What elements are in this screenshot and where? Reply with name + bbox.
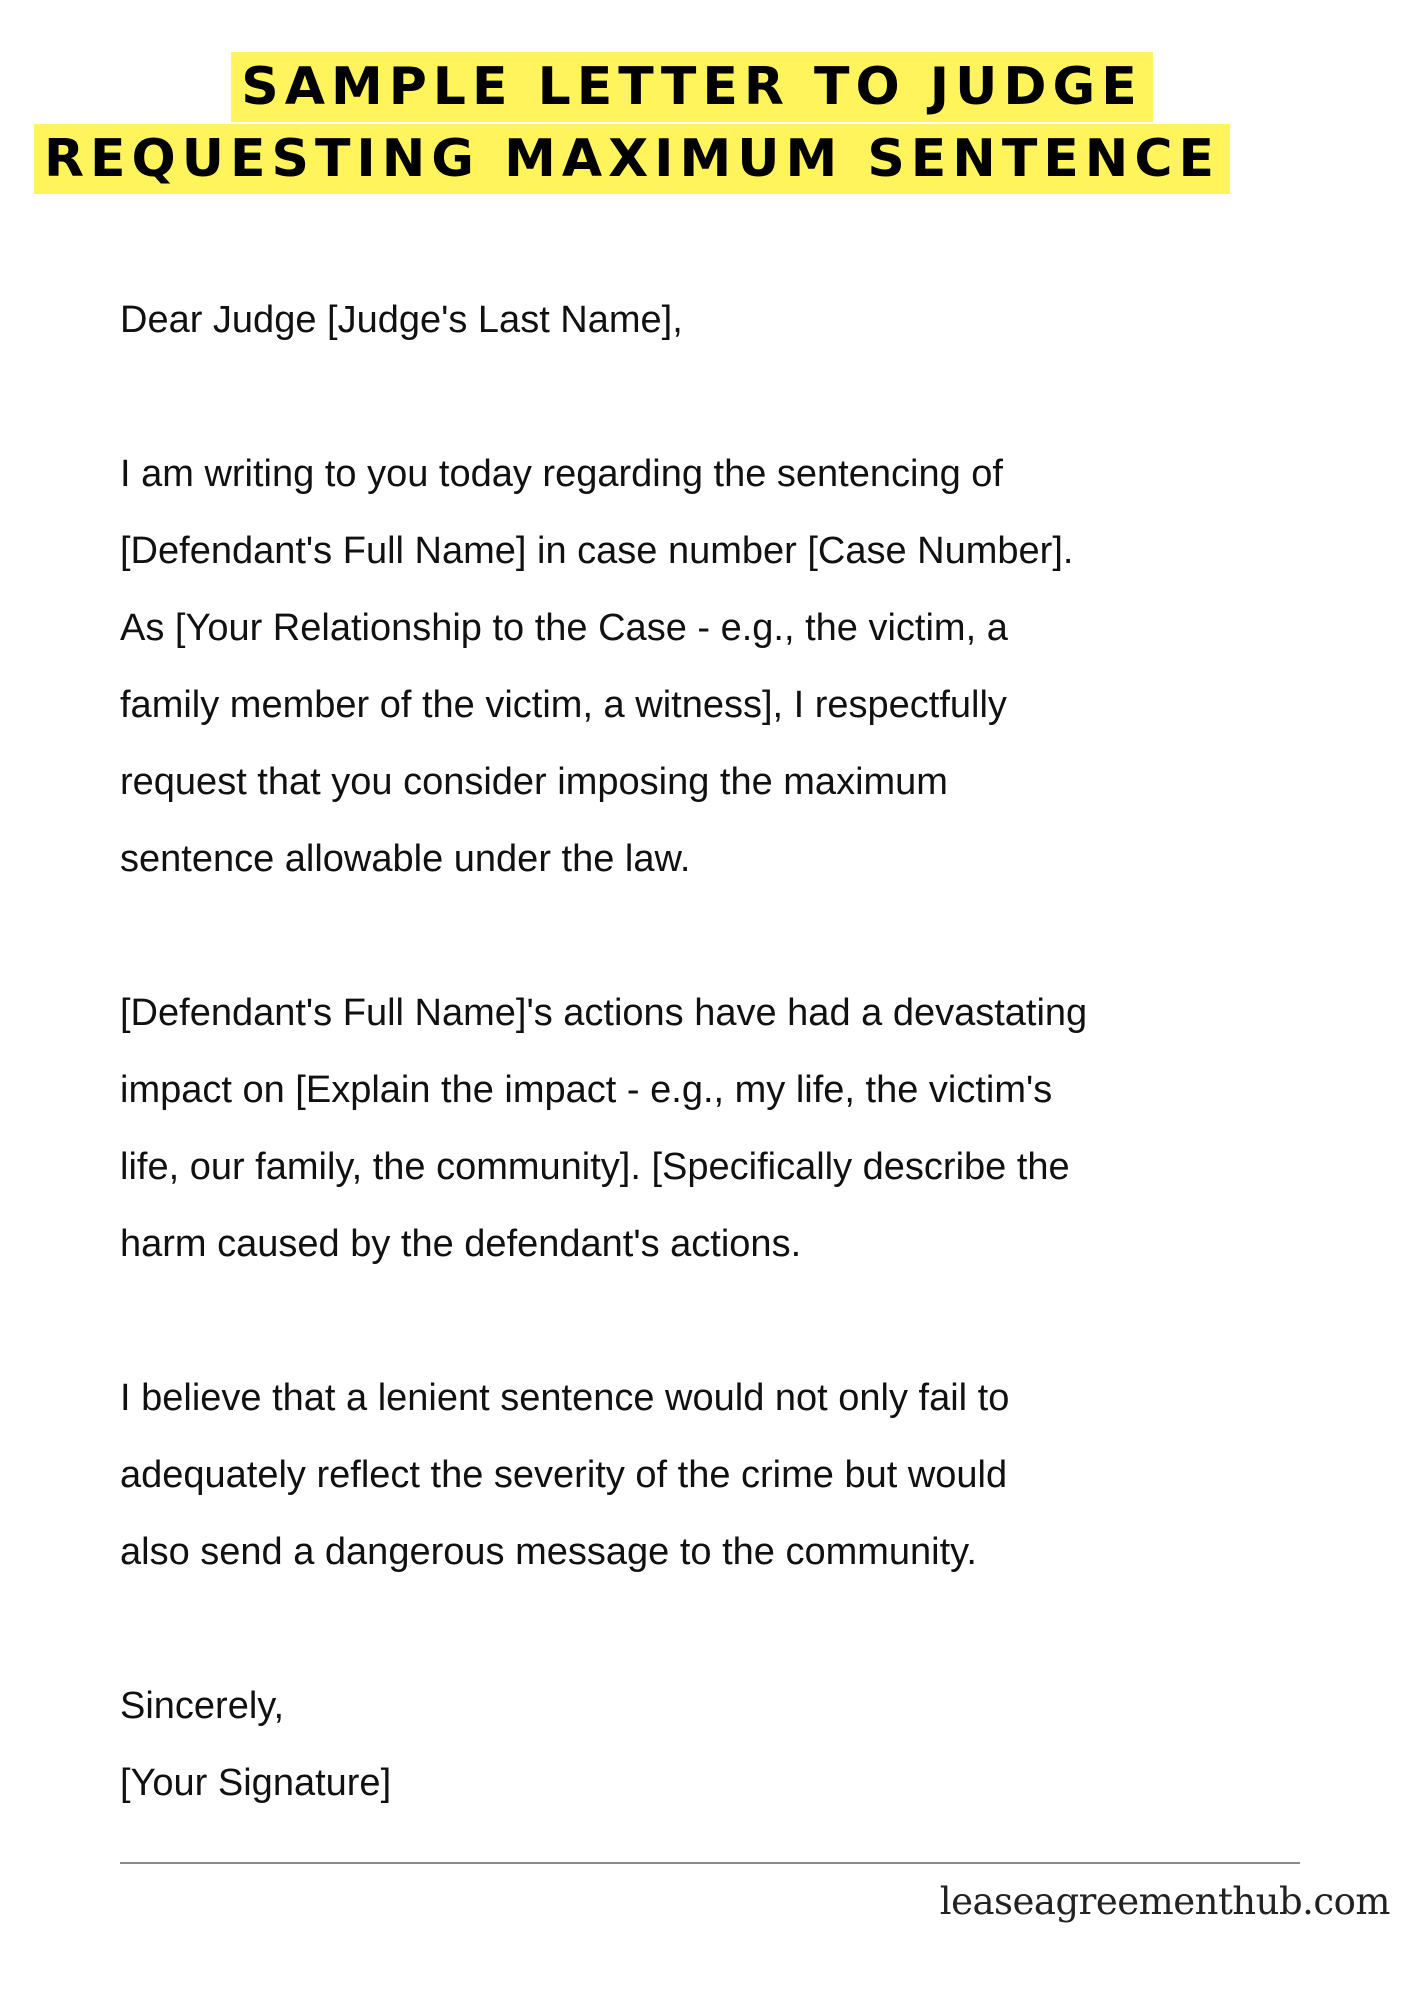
paragraph-line: adequately reflect the severity of the crime but would (120, 1454, 1008, 1496)
paragraph-line: request that you consider imposing the maximum (120, 761, 948, 803)
footer-divider (120, 1862, 1300, 1864)
title-line-2: REQUESTING MAXIMUM SENTENCE (34, 124, 1230, 194)
paragraph-line: harm caused by the defendant's actions. (120, 1223, 802, 1265)
paragraph-3 (120, 1360, 1360, 1591)
paragraph-line: life, our family, the community]. [Specifically describe the (120, 1146, 1070, 1188)
document-title (0, 52, 1414, 194)
paragraph-line: impact on [Explain the impact - e.g., my life, the victim's (120, 1069, 1053, 1111)
paragraph-line: family member of the victim, a witness], I respectfully (120, 684, 1007, 726)
paragraph-line: also send a dangerous message to the community. (120, 1531, 977, 1573)
title-line-1: SAMPLE LETTER TO JUDGE (231, 52, 1153, 122)
paragraph-line: [Defendant's Full Name] in case number [Case Number]. (120, 530, 1074, 572)
paragraph-line: I believe that a lenient sentence would not only fail to (120, 1377, 1010, 1419)
closing: Sincerely, (120, 1685, 285, 1727)
signature-placeholder: [Your Signature] (120, 1762, 392, 1804)
salutation: Dear Judge [Judge's Last Name], (120, 299, 683, 341)
letter-body (120, 282, 1360, 1822)
paragraph-line: sentence allowable under the law. (120, 838, 691, 880)
paragraph-line: [Defendant's Full Name]'s actions have had a devastating (120, 992, 1088, 1034)
footer-site-name: leaseagreementhub.com (939, 1880, 1390, 1923)
paragraph-2 (120, 975, 1360, 1283)
paragraph-line: I am writing to you today regarding the sentencing of (120, 453, 1003, 495)
paragraph-line: As [Your Relationship to the Case - e.g., the victim, a (120, 607, 1008, 649)
paragraph-1 (120, 436, 1360, 898)
